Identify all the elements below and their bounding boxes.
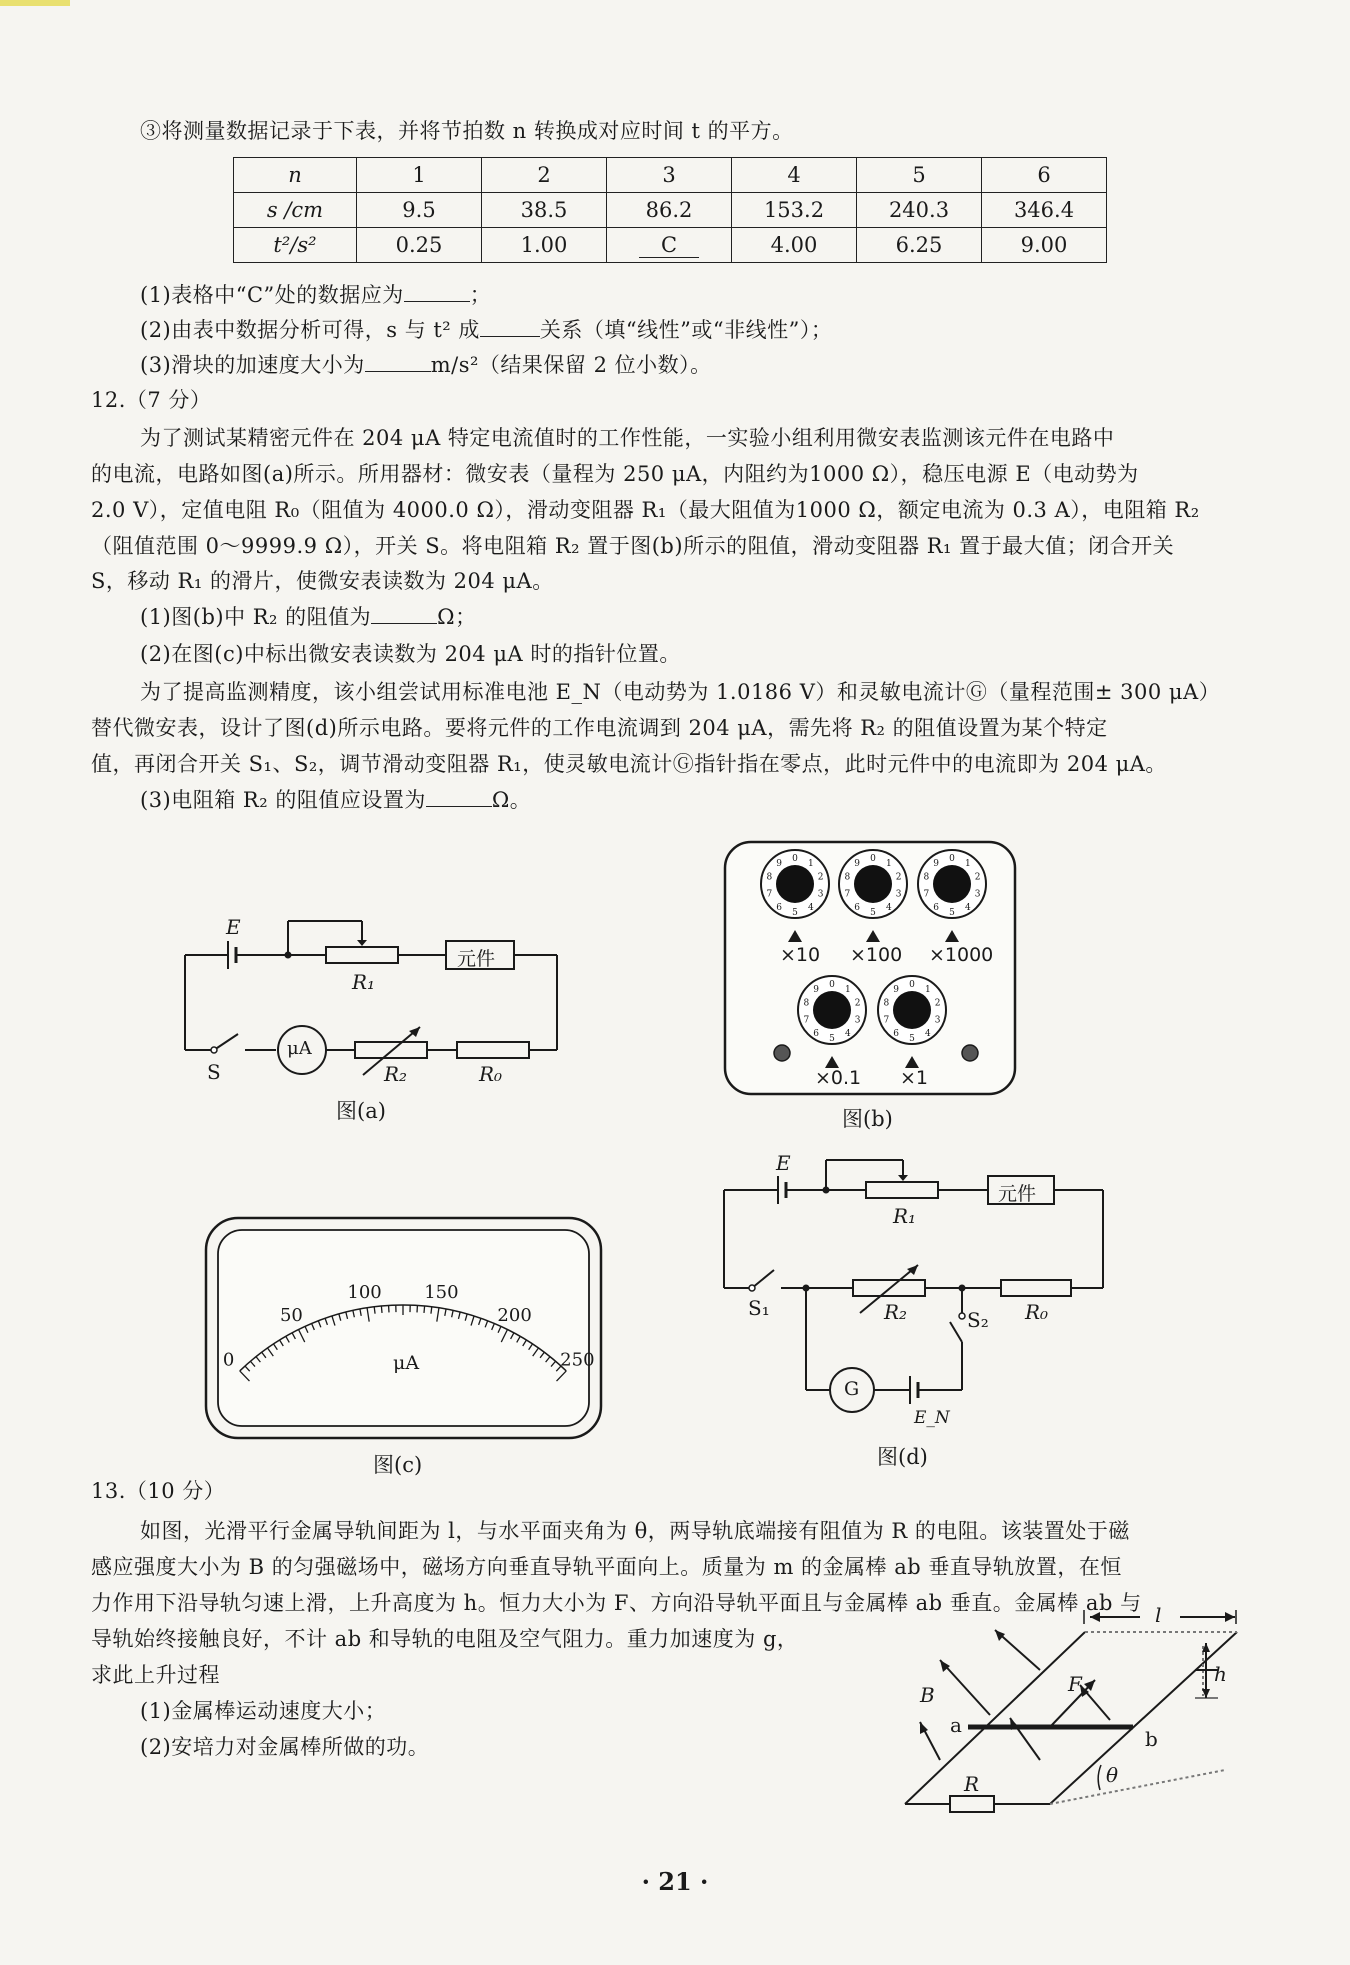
svg-text:7: 7 bbox=[844, 889, 851, 900]
label-microammeter: μA bbox=[287, 1038, 312, 1059]
svg-text:6: 6 bbox=[813, 1028, 819, 1039]
corner-mark bbox=[0, 0, 70, 6]
q11-part1 bbox=[140, 281, 491, 309]
q12-p1-text: (1)图(b)中 R₂ 的阻值为 bbox=[140, 605, 372, 629]
svg-text:2: 2 bbox=[934, 998, 941, 1009]
q13-part1: (1)金属棒运动速度大小； bbox=[140, 1699, 387, 1723]
meter-tick bbox=[374, 1307, 375, 1314]
q13-para-line: 导轨始终接触良好，不计 ab 和导轨的电阻及空气阻力。重力加速度为 g， bbox=[91, 1627, 799, 1651]
answer-blank bbox=[480, 316, 540, 337]
table-cell: 1.00 bbox=[482, 228, 607, 263]
meter-tick-label: 250 bbox=[560, 1349, 595, 1371]
table-cell: 2 bbox=[482, 158, 607, 193]
figure-b-caption: 图(b) bbox=[842, 1107, 893, 1131]
table-cell: 86.2 bbox=[607, 193, 732, 228]
q12-p3-tail: Ω。 bbox=[491, 788, 532, 812]
meter-tick bbox=[381, 1306, 382, 1313]
svg-text:4: 4 bbox=[965, 902, 971, 913]
svg-text:0: 0 bbox=[909, 980, 915, 990]
svg-text:5: 5 bbox=[870, 908, 876, 918]
svg-text:4: 4 bbox=[925, 1028, 931, 1039]
q12-header: 12.（7 分） bbox=[91, 388, 212, 412]
table-cell: 5 bbox=[857, 158, 982, 193]
q12-part1 bbox=[140, 603, 477, 631]
table-cell: 38.5 bbox=[482, 193, 607, 228]
label-EN: E_N bbox=[914, 1408, 950, 1428]
q13-para-line: 力作用下沿导轨匀速上滑，上升高度为 h。恒力大小为 F、方向沿导轨平面且与金属棒 ab 垂直。金属棒 ab 与 bbox=[91, 1591, 1142, 1615]
label-a: a bbox=[950, 1713, 962, 1737]
svg-text:7: 7 bbox=[883, 1015, 890, 1026]
svg-text:1: 1 bbox=[808, 859, 814, 870]
svg-text:8: 8 bbox=[923, 872, 930, 883]
label-R1: R₁ bbox=[893, 1204, 917, 1228]
svg-text:7: 7 bbox=[803, 1015, 810, 1026]
q11-part3 bbox=[140, 351, 712, 379]
q11-p1-tail: ； bbox=[469, 283, 492, 307]
svg-text:3: 3 bbox=[934, 1015, 941, 1026]
label-theta: θ bbox=[1106, 1763, 1119, 1787]
meter-unit: μA bbox=[393, 1352, 420, 1374]
svg-text:9: 9 bbox=[893, 985, 899, 996]
q12-p3-text: (3)电阻箱 R₂ 的阻值应设置为 bbox=[140, 788, 426, 812]
dial-label-x10: ×10 bbox=[780, 944, 821, 966]
q13-header: 13.（10 分） bbox=[91, 1479, 226, 1503]
label-h: h bbox=[1214, 1662, 1227, 1686]
meter-tick-label: 100 bbox=[347, 1281, 382, 1303]
svg-text:6: 6 bbox=[854, 902, 860, 913]
label-b: b bbox=[1145, 1727, 1158, 1751]
label-element: 元件 bbox=[457, 948, 496, 970]
svg-text:5: 5 bbox=[949, 908, 955, 918]
data-table bbox=[233, 157, 1107, 263]
dial-label-x100: ×100 bbox=[850, 944, 903, 966]
q12-p1-tail: Ω； bbox=[437, 605, 477, 629]
q12-para2-line: 值，再闭合开关 S₁、S₂，调节滑动变阻器 R₁，使灵敏电流计Ⓖ指针指在零点，此时元件中的电流即为 204 μA。 bbox=[91, 752, 1167, 776]
q11-p2-text: (2)由表中数据分析可得，s 与 t² 成 bbox=[140, 318, 480, 342]
q12-para1-line: 为了测试某精密元件在 204 μA 特定电流值时的工作性能，一实验小组利用微安表监测该元件在电路中 bbox=[140, 426, 1115, 450]
meter-tick bbox=[424, 1306, 425, 1313]
meter-tick-label: 200 bbox=[497, 1305, 532, 1327]
answer-blank bbox=[404, 281, 470, 302]
q13-part2: (2)安培力对金属棒所做的功。 bbox=[140, 1735, 430, 1759]
svg-text:0: 0 bbox=[949, 854, 955, 864]
figure-c-caption: 图(c) bbox=[373, 1453, 423, 1477]
label-R0: R₀ bbox=[479, 1062, 503, 1086]
q12-para1-line: （阻值范围 0～9999.9 Ω），开关 S。将电阻箱 R₂ 置于图(b)所示的阻值，滑动变阻器 R₁ 置于最大值；闭合开关 bbox=[91, 534, 1175, 558]
figure-d-caption: 图(d) bbox=[877, 1445, 928, 1469]
table-cell: 3 bbox=[607, 158, 732, 193]
svg-text:4: 4 bbox=[845, 1028, 851, 1039]
svg-text:2: 2 bbox=[895, 872, 902, 883]
q12-part3 bbox=[140, 786, 531, 814]
answer-blank bbox=[426, 786, 492, 807]
table-cell: 4 bbox=[732, 158, 857, 193]
label-S: S bbox=[207, 1060, 221, 1084]
q11-p1-text: (1)表格中“C”处的数据应为 bbox=[140, 283, 404, 307]
page-number: · 21 · bbox=[641, 1867, 709, 1896]
label-R0: R₀ bbox=[1025, 1300, 1049, 1324]
label-S1: S₁ bbox=[748, 1296, 770, 1320]
answer-blank bbox=[371, 603, 437, 624]
svg-text:1: 1 bbox=[965, 859, 971, 870]
svg-text:8: 8 bbox=[883, 998, 890, 1009]
table-cell: 9.00 bbox=[982, 228, 1107, 263]
table-cell: s /cm bbox=[234, 193, 357, 228]
table-cell: 153.2 bbox=[732, 193, 857, 228]
label-R: R bbox=[964, 1772, 980, 1796]
svg-text:9: 9 bbox=[933, 859, 939, 870]
svg-text:7: 7 bbox=[923, 889, 930, 900]
q11-p3-text: (3)滑块的加速度大小为 bbox=[140, 353, 365, 377]
svg-text:5: 5 bbox=[792, 908, 798, 918]
label-galvanometer: G bbox=[844, 1378, 860, 1400]
q12-para1-line: 2.0 V），定值电阻 R₀（阻值为 4000.0 Ω），滑动变阻器 R₁（最大阻值为1000 Ω，额定电流为 0.3 A），电阻箱 R₂ bbox=[91, 498, 1200, 522]
table-cell: 6.25 bbox=[857, 228, 982, 263]
table-row bbox=[234, 193, 1107, 228]
meter-tick bbox=[431, 1307, 432, 1314]
dial-label-x0.1: ×0.1 bbox=[815, 1067, 862, 1089]
label-S2: S₂ bbox=[967, 1308, 989, 1332]
svg-text:7: 7 bbox=[766, 889, 773, 900]
q13-rails-figure bbox=[0, 0, 1, 1]
svg-text:1: 1 bbox=[925, 985, 931, 996]
step3-text: ③将测量数据记录于下表，并将节拍数 n 转换成对应时间 t 的平方。 bbox=[140, 119, 794, 143]
svg-text:0: 0 bbox=[870, 854, 876, 864]
label-element: 元件 bbox=[998, 1183, 1037, 1205]
svg-text:1: 1 bbox=[886, 859, 892, 870]
dial-label-x1: ×1 bbox=[900, 1067, 929, 1089]
svg-text:3: 3 bbox=[854, 1015, 861, 1026]
svg-text:0: 0 bbox=[792, 854, 798, 864]
svg-text:8: 8 bbox=[844, 872, 851, 883]
table-cell: n bbox=[234, 158, 357, 193]
label-E: E bbox=[776, 1151, 791, 1175]
svg-text:2: 2 bbox=[854, 998, 861, 1009]
svg-text:9: 9 bbox=[776, 859, 782, 870]
table-cell: 4.00 bbox=[732, 228, 857, 263]
table-cell bbox=[607, 228, 732, 263]
table-cell: 1 bbox=[357, 158, 482, 193]
answer-blank bbox=[365, 351, 431, 372]
svg-text:6: 6 bbox=[893, 1028, 899, 1039]
svg-text:3: 3 bbox=[895, 889, 902, 900]
q11-p3-tail: m/s²（结果保留 2 位小数）。 bbox=[430, 353, 712, 377]
table-cell: 240.3 bbox=[857, 193, 982, 228]
table-cell: 0.25 bbox=[357, 228, 482, 263]
svg-text:5: 5 bbox=[909, 1034, 915, 1044]
meter-tick-label: 150 bbox=[424, 1281, 459, 1303]
q12-para2-line: 替代微安表，设计了图(d)所示电路。要将元件的工作电流调到 204 μA，需先将 R₂ 的阻值设置为某个特定 bbox=[91, 716, 1108, 740]
svg-text:3: 3 bbox=[974, 889, 981, 900]
svg-text:2: 2 bbox=[974, 872, 981, 883]
q11-p2-tail: 关系（填“线性”或“非线性”）； bbox=[539, 318, 833, 342]
q11-part2 bbox=[140, 316, 832, 344]
table-cell: 9.5 bbox=[357, 193, 482, 228]
svg-text:4: 4 bbox=[808, 902, 814, 913]
svg-text:8: 8 bbox=[803, 998, 810, 1009]
label-F: F bbox=[1068, 1672, 1082, 1696]
table-cell: 6 bbox=[982, 158, 1107, 193]
svg-text:6: 6 bbox=[933, 902, 939, 913]
label-l: l bbox=[1155, 1603, 1162, 1627]
meter-tick-label: 0 bbox=[222, 1349, 235, 1371]
meter-tick-label: 50 bbox=[279, 1305, 303, 1327]
svg-text:9: 9 bbox=[813, 985, 819, 996]
table-row bbox=[234, 228, 1107, 263]
svg-text:6: 6 bbox=[776, 902, 782, 913]
svg-text:2: 2 bbox=[817, 872, 824, 883]
table-cell: 346.4 bbox=[982, 193, 1107, 228]
q12-para1-line: 的电流，电路如图(a)所示。所用器材：微安表（量程为 250 μA，内阻约为1000 Ω），稳压电源 E（电动势为 bbox=[91, 462, 1139, 486]
table-row bbox=[234, 158, 1107, 193]
figure-a-caption: 图(a) bbox=[336, 1099, 386, 1123]
q12-part2: (2)在图(c)中标出微安表读数为 204 μA 时的指针位置。 bbox=[140, 642, 681, 666]
q12-para1-line: S，移动 R₁ 的滑片，使微安表读数为 204 μA。 bbox=[91, 569, 554, 593]
q12-para2-line: 为了提高监测精度，该小组尝试用标准电池 E_N（电动势为 1.0186 V）和灵敏电流计Ⓖ（量程范围± 300 μA） bbox=[140, 680, 1221, 704]
svg-text:0: 0 bbox=[829, 980, 835, 990]
label-R2: R₂ bbox=[384, 1062, 408, 1086]
q13-para-line: 感应强度大小为 B 的匀强磁场中，磁场方向垂直导轨平面向上。质量为 m 的金属棒 ab 垂直导轨放置，在恒 bbox=[91, 1555, 1122, 1579]
label-E: E bbox=[226, 915, 241, 939]
svg-text:5: 5 bbox=[829, 1034, 835, 1044]
svg-text:4: 4 bbox=[886, 902, 892, 913]
svg-text:9: 9 bbox=[854, 859, 860, 870]
label-R1: R₁ bbox=[352, 970, 376, 994]
dial-label-x1000: ×1000 bbox=[929, 944, 994, 966]
label-B: B bbox=[920, 1683, 935, 1707]
label-R2: R₂ bbox=[884, 1300, 908, 1324]
svg-text:3: 3 bbox=[817, 889, 824, 900]
q13-para-line: 如图，光滑平行金属导轨间距为 l，与水平面夹角为 θ，两导轨底端接有阻值为 R 的电阻。该装置处于磁 bbox=[140, 1519, 1130, 1543]
table-cell: t²/s² bbox=[234, 228, 357, 263]
svg-text:8: 8 bbox=[766, 872, 773, 883]
blank-c: C bbox=[639, 233, 699, 258]
svg-text:1: 1 bbox=[845, 985, 851, 996]
q13-ask: 求此上升过程 bbox=[91, 1663, 220, 1687]
